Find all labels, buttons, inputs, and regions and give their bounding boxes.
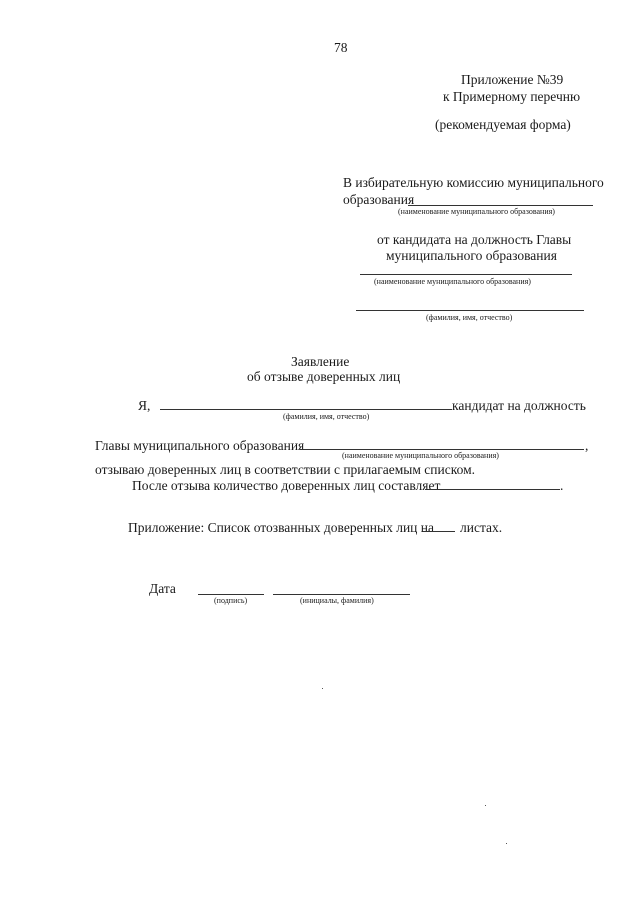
i-prefix: Я,: [138, 398, 151, 413]
attachment-note-prefix: Приложение: Список отозванных доверенных лиц на: [128, 520, 434, 535]
applicant-fio-line: [160, 409, 452, 410]
municipality-line: [300, 449, 584, 450]
head-of-municipality-label: Главы муниципального образования: [95, 438, 305, 453]
sheet-count-line: [423, 531, 455, 532]
commission-address-line1: В избирательную комиссию муниципального: [343, 175, 604, 190]
candidate-fio-hint: (фамилия, имя, отчество): [426, 313, 513, 322]
from-candidate-line1: от кандидата на должность Главы: [377, 232, 572, 247]
appendix-reference: к Примерному перечню: [443, 89, 581, 104]
remaining-count-line: [425, 489, 560, 490]
scan-speck: [485, 805, 486, 806]
from-candidate-line2: муниципального образования: [386, 248, 557, 263]
date-label: Дата: [149, 581, 176, 596]
signature-hint: (подпись): [214, 596, 248, 605]
scan-speck: [506, 843, 507, 844]
signature-line: [198, 594, 264, 595]
remaining-count-period: .: [560, 478, 564, 493]
candidate-position-text: кандидат на должность: [452, 398, 586, 413]
municipality-name-hint: (наименование муниципального образования): [398, 207, 555, 216]
commission-address-line2: образования: [343, 192, 415, 207]
document-subtitle: об отзыве доверенных лиц: [247, 369, 401, 384]
page-number: 78: [334, 40, 348, 55]
candidate-fio-line: [356, 310, 584, 311]
scan-speck: [322, 688, 323, 689]
municipality-name-line: [408, 205, 593, 206]
applicant-fio-hint: (фамилия, имя, отчество): [283, 412, 370, 421]
document-title: Заявление: [291, 354, 350, 369]
municipality-line-comma: ,: [585, 438, 589, 453]
candidate-municipality-hint: (наименование муниципального образования): [374, 277, 531, 286]
remaining-count-text: После отзыва количество доверенных лиц составляет: [132, 478, 441, 493]
appendix-number: Приложение №39: [461, 72, 564, 87]
candidate-municipality-line: [360, 274, 572, 275]
form-type-note: (рекомендуемая форма): [435, 117, 571, 132]
recall-statement: отзываю доверенных лиц в соответствии с прилагаемым списком.: [95, 462, 476, 477]
initials-hint: (инициалы, фамилия): [300, 596, 374, 605]
municipality-line-hint: (наименование муниципального образования): [342, 451, 499, 460]
initials-line: [273, 594, 410, 595]
attachment-note-suffix: листах.: [460, 520, 503, 535]
